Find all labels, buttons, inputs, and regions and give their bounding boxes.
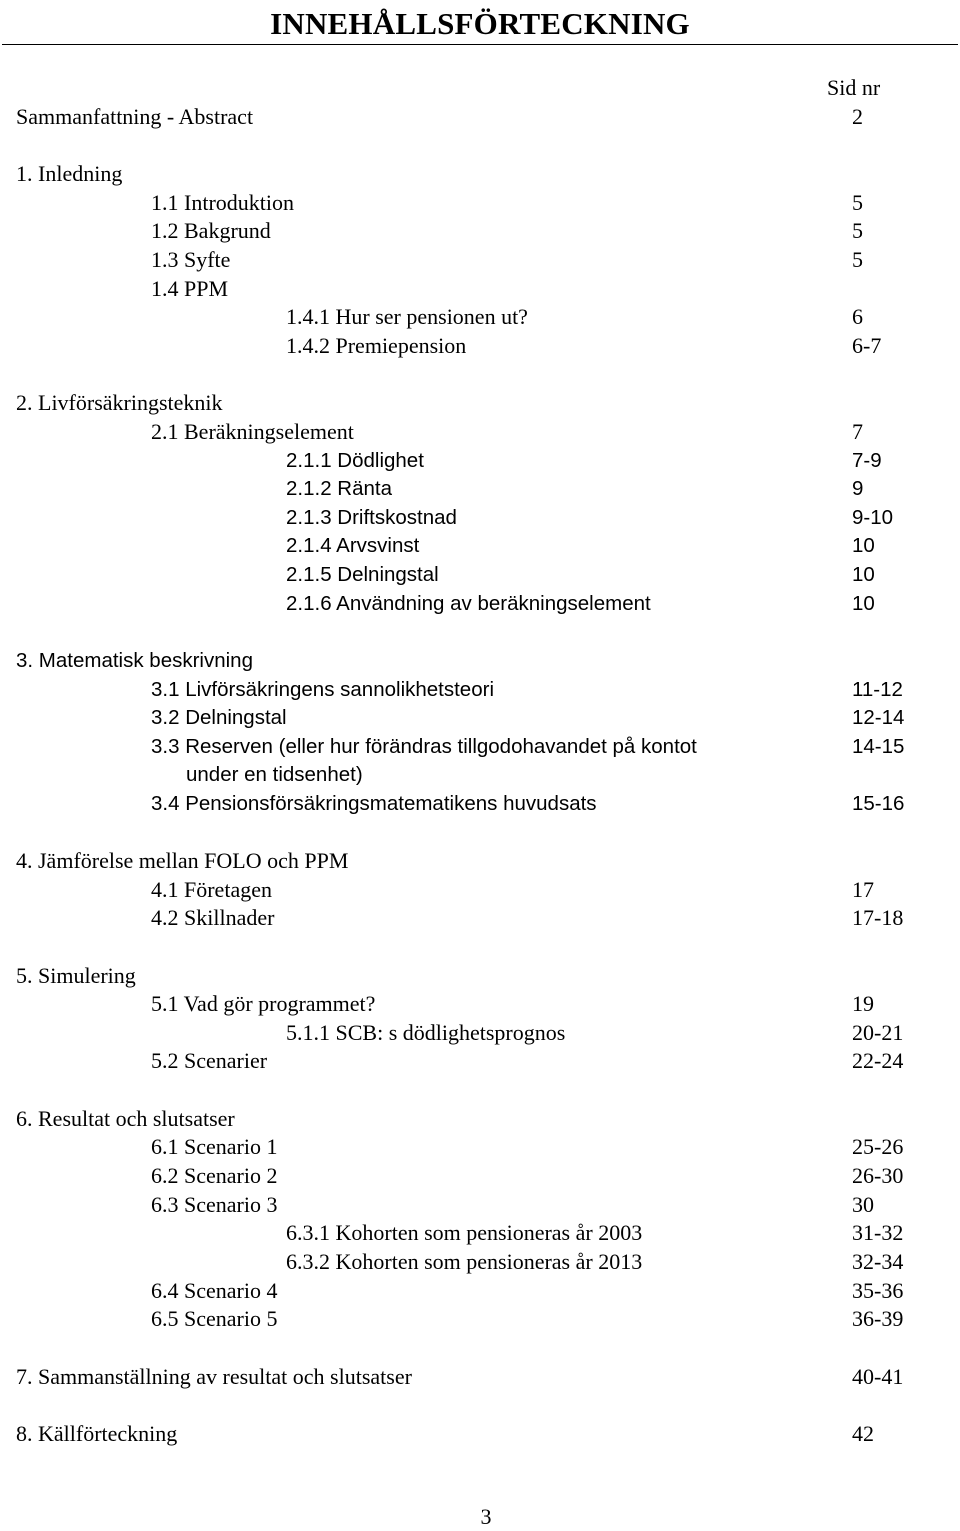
- toc-entry-page: 36-39: [852, 1306, 904, 1331]
- toc-entry-page: 17: [852, 877, 874, 902]
- toc-entry-page: 14-15: [852, 735, 905, 758]
- toc-entry-page: 26-30: [852, 1163, 904, 1188]
- toc-entry-label[interactable]: 6.5 Scenario 5: [151, 1306, 278, 1331]
- toc-entry-page: 10: [852, 563, 875, 586]
- toc-entry-page: 12-14: [852, 706, 905, 729]
- toc-entry-page: 30: [852, 1192, 874, 1217]
- toc-entry-label[interactable]: 2.1 Beräkningselement: [151, 419, 354, 444]
- toc-entry-page: 9-10: [852, 506, 894, 529]
- toc-entry-label[interactable]: 6.3.1 Kohorten som pensioneras år 2003: [286, 1220, 643, 1245]
- toc-entry-page: 6: [852, 304, 863, 329]
- toc-entry-label[interactable]: 2.1.5 Delningstal: [286, 563, 439, 586]
- toc-entry-page: 9: [852, 477, 864, 500]
- toc-entry-label[interactable]: 5.1 Vad gör programmet?: [151, 991, 376, 1016]
- toc-entry-label[interactable]: 3.4 Pensionsförsäkringsmatematikens huvudsats: [151, 792, 597, 815]
- toc-chapter-label[interactable]: 2. Livförsäkringsteknik: [16, 390, 223, 415]
- page-title: INNEHÅLLSFÖRTECKNING: [270, 6, 690, 41]
- toc-entry-page: 2: [852, 104, 863, 129]
- toc-entry-label[interactable]: 1.4 PPM: [151, 276, 229, 301]
- toc-entry-label[interactable]: 4.2 Skillnader: [151, 905, 275, 930]
- toc-entry-label[interactable]: 2.1.2 Ränta: [286, 477, 392, 500]
- toc-entry-label[interactable]: 6.3.2 Kohorten som pensioneras år 2013: [286, 1249, 643, 1274]
- toc-entry-page: 5: [852, 190, 863, 215]
- toc-entry-page: 11-12: [852, 678, 903, 701]
- toc-chapter-label[interactable]: 5. Simulering: [16, 963, 136, 988]
- toc-entry-page: 15-16: [852, 792, 905, 815]
- toc-entry-label[interactable]: 1.1 Introduktion: [151, 190, 294, 215]
- toc-entry-page: 35-36: [852, 1278, 904, 1303]
- toc-chapter-label[interactable]: 4. Jämförelse mellan FOLO och PPM: [16, 848, 349, 873]
- toc-entry-label[interactable]: 4.1 Företagen: [151, 877, 272, 902]
- toc-chapter-label[interactable]: 1. Inledning: [16, 161, 123, 186]
- toc-entry-page: 19: [852, 991, 874, 1016]
- toc-entry-page: 20-21: [852, 1020, 904, 1045]
- toc-entry-page: 22-24: [852, 1048, 904, 1073]
- toc-entry-page: 6-7: [852, 333, 882, 358]
- toc-entry-label[interactable]: 2.1.6 Användning av beräkningselement: [286, 592, 651, 615]
- toc-entry-page: 10: [852, 534, 875, 557]
- toc-entry-label[interactable]: 3.3 Reserven (eller hur förändras tillgodohavandet på kontot: [151, 735, 697, 758]
- toc-entry-label[interactable]: 1.4.1 Hur ser pensionen ut?: [286, 304, 528, 329]
- toc-entry-page: 25-26: [852, 1134, 904, 1159]
- toc-entry-label[interactable]: 6.3 Scenario 3: [151, 1192, 278, 1217]
- toc-entry-label[interactable]: 2.1.3 Driftskostnad: [286, 506, 457, 529]
- toc-entry-label[interactable]: 6.4 Scenario 4: [151, 1278, 278, 1303]
- toc-entry-label[interactable]: 3.2 Delningstal: [151, 706, 287, 729]
- toc-entry-label[interactable]: 1.3 Syfte: [151, 247, 231, 272]
- toc-entry-label[interactable]: 1.2 Bakgrund: [151, 218, 271, 243]
- toc-chapter-label[interactable]: 7. Sammanställning av resultat och slutsatser: [16, 1364, 412, 1389]
- toc-chapter-label[interactable]: 3. Matematisk beskrivning: [16, 649, 253, 672]
- toc-entry-label[interactable]: 6.2 Scenario 2: [151, 1163, 278, 1188]
- page-number: 3: [480, 1504, 492, 1529]
- toc-entry-label[interactable]: 5.1.1 SCB: s dödlighetsprognos: [286, 1020, 566, 1045]
- toc-entry-page: 7-9: [852, 449, 882, 472]
- toc-entry-page: 31-32: [852, 1220, 904, 1245]
- toc-entry-label[interactable]: 1.4.2 Premiepension: [286, 333, 467, 358]
- toc-entry-label[interactable]: 5.2 Scenarier: [151, 1048, 268, 1073]
- page-column-header: Sid nr: [827, 75, 881, 100]
- toc-entry-label[interactable]: 2.1.1 Dödlighet: [286, 449, 424, 472]
- toc-entry-page: 7: [852, 419, 863, 444]
- toc-entry-label[interactable]: 2.1.4 Arvsvinst: [286, 534, 420, 557]
- toc-entry-page: 17-18: [852, 905, 904, 930]
- toc-entry-page: 10: [852, 592, 875, 615]
- toc-entry-page: 5: [852, 247, 863, 272]
- toc-entry-label-continued: under en tidsenhet): [186, 763, 363, 786]
- toc-entry-page: 40-41: [852, 1364, 904, 1389]
- toc-entry-label[interactable]: 6.1 Scenario 1: [151, 1134, 278, 1159]
- toc-entry-label[interactable]: Sammanfattning - Abstract: [16, 104, 254, 129]
- toc-entry-page: 5: [852, 218, 863, 243]
- toc-entry-label[interactable]: 3.1 Livförsäkringens sannolikhetsteori: [151, 678, 494, 701]
- toc-chapter-label[interactable]: 8. Källförteckning: [16, 1421, 178, 1446]
- toc-entry-page: 42: [852, 1421, 874, 1446]
- toc-entry-page: 32-34: [852, 1249, 904, 1274]
- toc-chapter-label[interactable]: 6. Resultat och slutsatser: [16, 1106, 235, 1131]
